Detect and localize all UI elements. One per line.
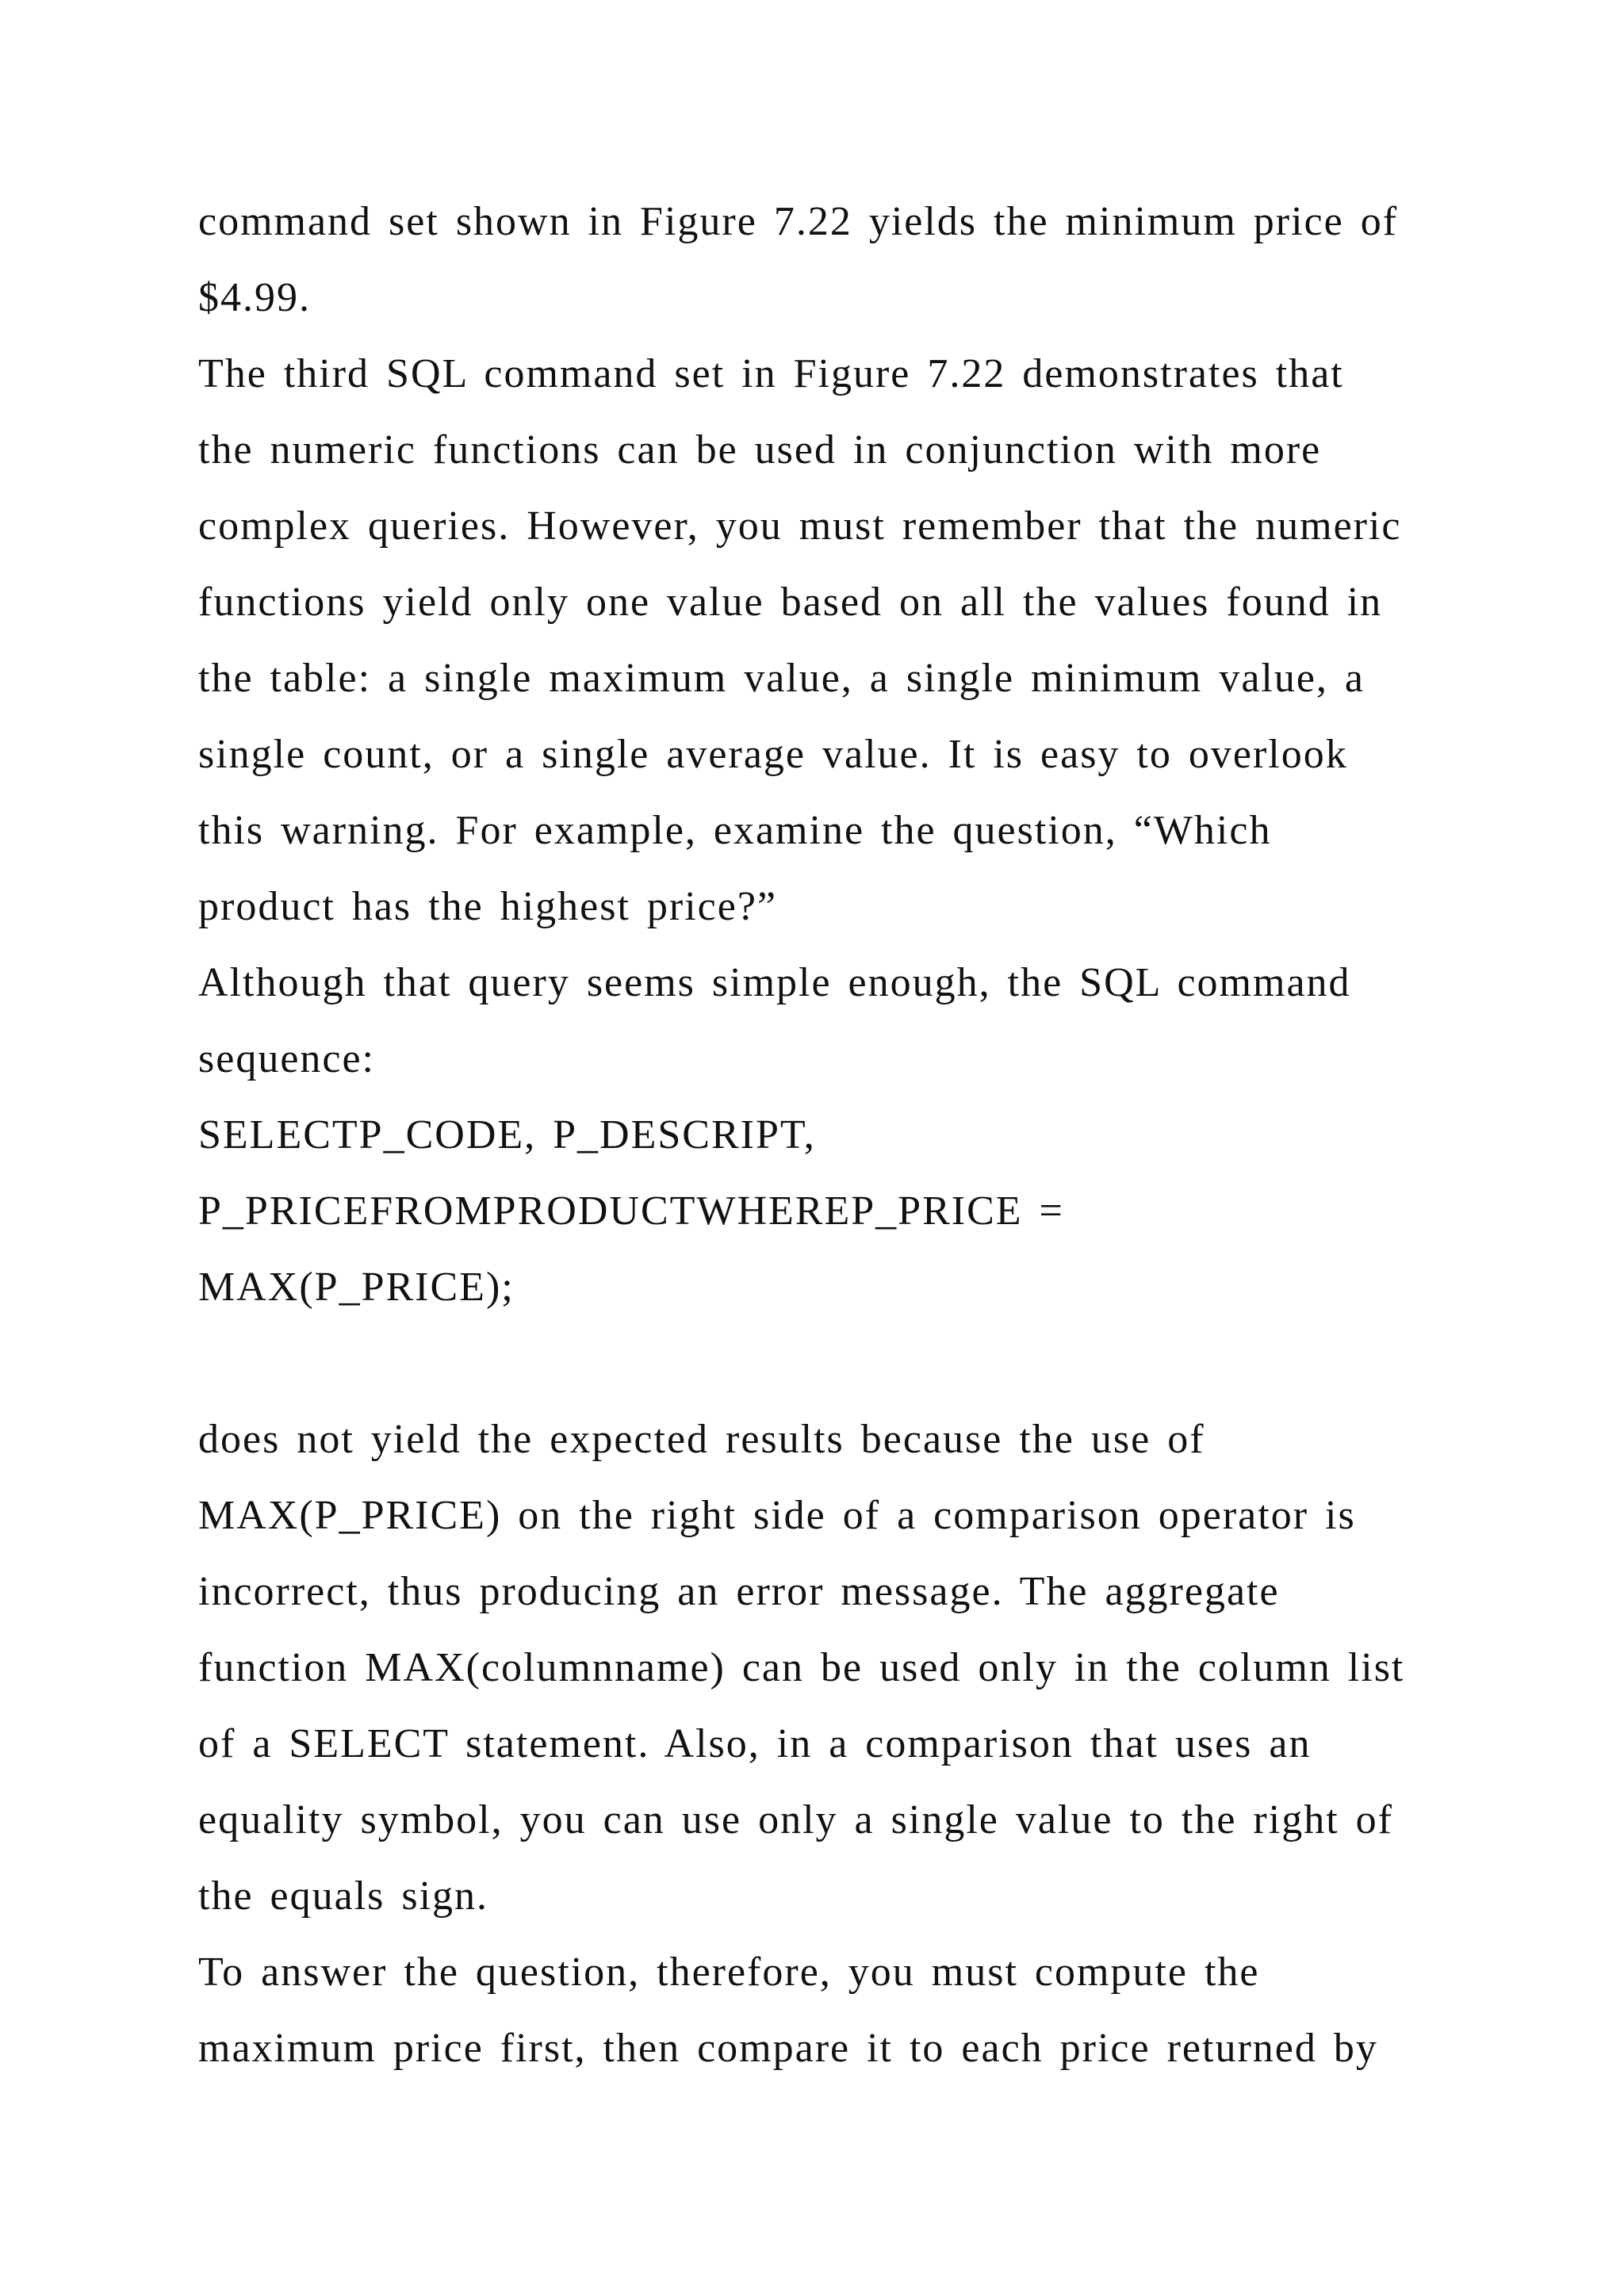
text-line: incorrect, thus producing an error message. The aggregate: [198, 1569, 1280, 1614]
text-line: of a SELECT statement. Also, in a comparison that uses an: [198, 1721, 1312, 1766]
text-line: sequence:: [198, 1036, 376, 1081]
text-line: complex queries. However, you must remember that the numeric: [198, 503, 1402, 549]
text-line: The third SQL command set in Figure 7.22 demonstrates that: [198, 351, 1344, 396]
blank-line: [198, 1326, 1467, 1402]
text-line: equality symbol, you can use only a single value to the right of: [198, 1797, 1393, 1843]
text-line: functions yield only one value based on all the values found in: [198, 580, 1383, 625]
text-line: function MAX(columnname) can be used only in the column list: [198, 1645, 1405, 1690]
text-line: the numeric functions can be used in conjunction with more: [198, 427, 1322, 473]
sql-line: P_PRICEFROMPRODUCTWHEREP_PRICE =: [198, 1188, 1064, 1234]
text-line: the equals sign.: [198, 1873, 489, 1919]
text-line: single count, or a single average value. It is easy to overlook: [198, 732, 1348, 777]
text-line: the table: a single maximum value, a single minimum value, a: [198, 656, 1365, 701]
sql-line: SELECTP_CODE, P_DESCRIPT,: [198, 1112, 816, 1158]
text-line: command set shown in Figure 7.22 yields the minimum price of: [198, 199, 1399, 244]
text-line: product has the highest price?”: [198, 884, 777, 929]
text-line: maximum price first, then compare it to each price returned by: [198, 2026, 1378, 2071]
text-line: To answer the question, therefore, you must compute the: [198, 1950, 1260, 1995]
text-line: this warning. For example, examine the question, “Which: [198, 808, 1272, 853]
text-line: does not yield the expected results because the use of: [198, 1417, 1205, 1462]
text-line: MAX(P_PRICE) on the right side of a comparison operator is: [198, 1493, 1356, 1538]
body-text: [198, 184, 1467, 2087]
text-line: $4.99.: [198, 275, 311, 320]
text-line: Although that query seems simple enough, the SQL command: [198, 960, 1351, 1005]
sql-line: MAX(P_PRICE);: [198, 1265, 515, 1310]
